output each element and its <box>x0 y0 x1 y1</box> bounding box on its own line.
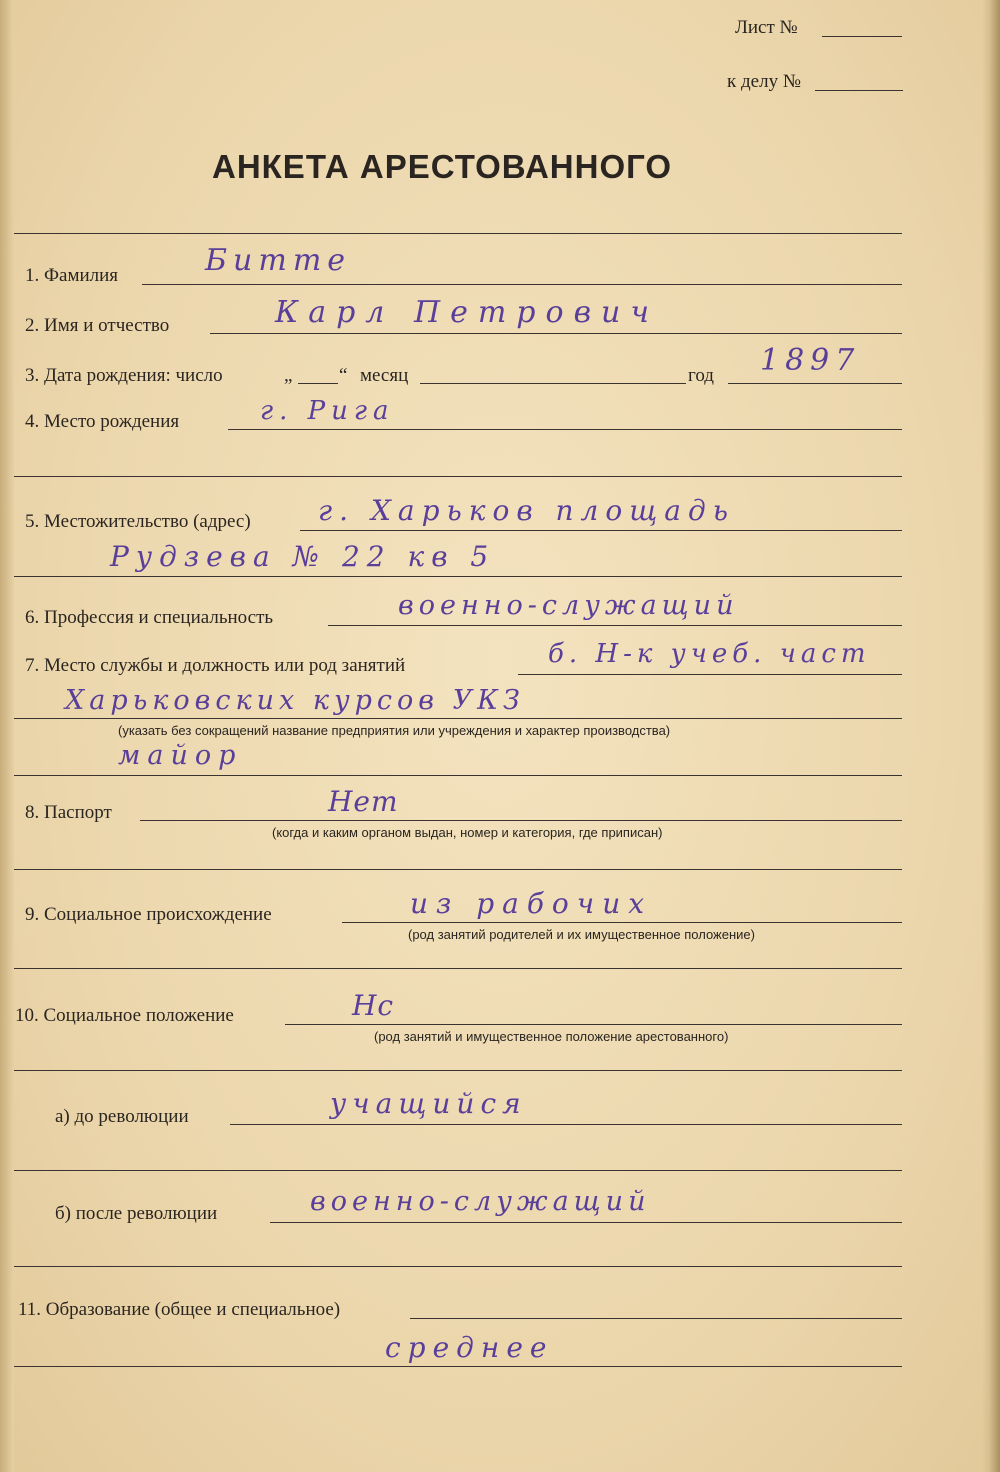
workplace-value-line3: майор <box>118 740 243 771</box>
surname-line <box>142 284 902 285</box>
passport-hint: (когда и каким органом выдан, номер и категория, где приписан) <box>272 825 663 840</box>
passport-line-2 <box>14 869 902 870</box>
address-value-line2: Рудзева № 22 кв 5 <box>110 540 496 573</box>
social-status-line <box>285 1024 902 1025</box>
origin-value: из рабочих <box>410 887 653 920</box>
paper-edge-left <box>0 0 14 1472</box>
education-value: среднее <box>385 1331 554 1364</box>
workplace-value-line1: б. Н-к учеб. част <box>548 639 871 669</box>
birthdate-label: 3. Дата рождения: число <box>25 365 223 386</box>
name-value: Карл Петрович <box>275 295 660 330</box>
name-label: 2. Имя и отчество <box>25 315 170 336</box>
year-line <box>728 383 902 384</box>
day-quote-open: „ <box>284 365 293 386</box>
workplace-label: 7. Место службы и должность или род занятий <box>25 655 406 676</box>
surname-value: Битте <box>205 243 352 278</box>
document-title: АНКЕТА АРЕСТОВАННОГО <box>212 148 673 185</box>
after-revolution-label: б) после революции <box>55 1203 218 1224</box>
birthplace-extra-line <box>14 476 902 477</box>
address-line <box>300 530 902 531</box>
passport-label: 8. Паспорт <box>25 802 112 823</box>
year-label: год <box>688 365 714 386</box>
address-line-2 <box>14 576 902 577</box>
social-status-line-2 <box>14 1070 902 1071</box>
birthplace-value: г. Рига <box>260 396 395 426</box>
title-underline <box>14 233 902 234</box>
before-revolution-line-2 <box>14 1170 902 1171</box>
after-revolution-line-2 <box>14 1266 902 1267</box>
year-value: 1897 <box>760 343 861 378</box>
passport-value: Нет <box>328 785 399 818</box>
profession-line <box>328 625 902 626</box>
month-line <box>420 383 686 384</box>
case-number-label: к делу № <box>727 71 801 92</box>
workplace-line-3 <box>14 775 902 776</box>
social-status-value: Нс <box>352 989 395 1022</box>
month-label: месяц <box>360 365 409 386</box>
birthplace-label: 4. Место рождения <box>25 411 180 432</box>
workplace-line-2 <box>14 718 902 719</box>
before-revolution-label: а) до революции <box>55 1106 189 1127</box>
social-status-hint: (род занятий и имущественное положение арестованного) <box>374 1029 729 1044</box>
paper-edge-right <box>982 0 1000 1472</box>
education-line-2 <box>14 1366 902 1367</box>
case-number-line <box>815 90 903 91</box>
address-label: 5. Местожительство (адрес) <box>25 511 251 532</box>
after-revolution-value: военно-служащий <box>310 1186 651 1217</box>
address-value-line1: г. Харьков площадь <box>318 494 735 527</box>
origin-line <box>342 922 902 923</box>
origin-label: 9. Социальное происхождение <box>25 904 272 925</box>
profession-label: 6. Профессия и специальность <box>25 607 274 628</box>
sheet-number-label: Лист № <box>735 17 798 38</box>
day-line <box>298 383 338 384</box>
name-line <box>210 333 902 334</box>
birthplace-line <box>228 429 902 430</box>
passport-line <box>140 820 902 821</box>
origin-hint: (род занятий родителей и их имущественное положение) <box>408 927 755 942</box>
before-revolution-line <box>230 1124 902 1125</box>
after-revolution-line <box>270 1222 902 1223</box>
profession-value: военно-служащий <box>398 590 739 621</box>
workplace-hint: (указать без сокращений название предприятия или учреждения и характер производства) <box>118 723 671 738</box>
origin-line-2 <box>14 968 902 969</box>
workplace-line <box>518 674 902 675</box>
day-quote-close: “ <box>339 365 348 386</box>
sheet-number-line <box>822 36 902 37</box>
education-line <box>410 1318 902 1319</box>
social-status-label: 10. Социальное положение <box>15 1005 234 1026</box>
surname-label: 1. Фамилия <box>25 265 119 286</box>
workplace-value-line2: Харьковских курсов УКЗ <box>65 685 525 716</box>
education-label: 11. Образование (общее и специальное) <box>18 1299 341 1320</box>
before-revolution-value: учащийся <box>330 1087 527 1120</box>
